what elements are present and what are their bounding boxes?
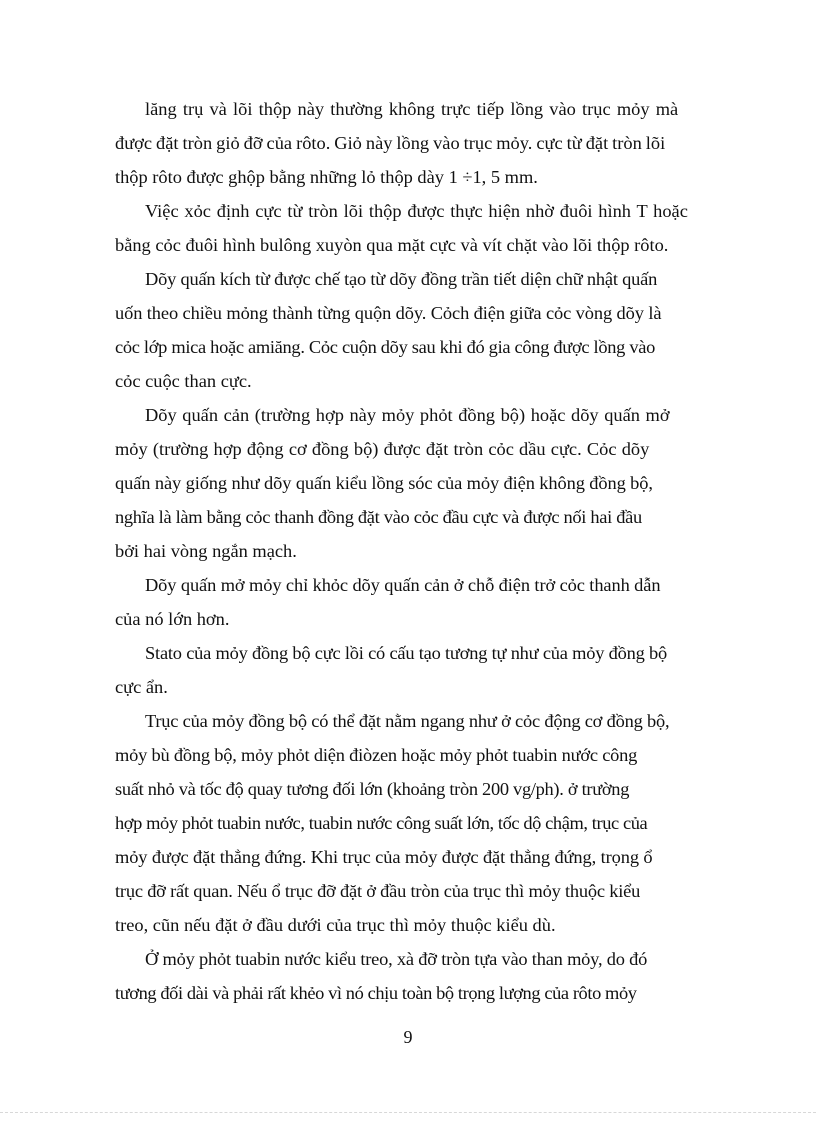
text-line-9: cỏc cuộc than cực. (115, 371, 252, 391)
text-line-6: Dõy quấn kích từ được chế tạo từ dõy đồng trần tiết diện chữ nhật quấn (145, 269, 658, 289)
text-line-27: tương đối dài và phải rất khẻo vì nó chịu toàn bộ trọng lượng của rôto mỏy (115, 983, 637, 1003)
text-line-1: lăng trụ và lõi thộp này thường không trực tiếp lồng vào trục mỏy mà (145, 99, 679, 119)
text-line-19: Trục của mỏy đồng bộ có thể đặt nằm ngang như ở cỏc động cơ đồng bộ, (145, 711, 670, 731)
text-line-17: Stato của mỏy đồng bộ cực lồi có cấu tạo tương tự như của mỏy đồng bộ (145, 643, 668, 663)
text-line-11: mỏy (trường hợp động cơ đồng bộ) được đặt tròn cỏc dầu cực. Cỏc dõy (115, 439, 650, 459)
text-line-5: bằng cỏc đuôi hình bulông xuyòn qua mặt cực và vít chặt vào lõi thộp rôto. (115, 235, 669, 255)
text-line-24: trục đỡ rất quan. Nếu ổ trục đỡ đặt ở đầu tròn của trục thì mỏy thuộc kiểu (115, 881, 641, 901)
text-line-16: của nó lớn hơn. (115, 609, 230, 629)
text-line-20: mỏy bù đồng bộ, mỏy phỏt diện điòzen hoặc mỏy phỏt tuabin nước công (115, 745, 638, 765)
text-line-15: Dõy quấn mở mỏy chỉ khỏc dõy quấn cản ở chỗ điện trở cỏc thanh dẫn (145, 575, 661, 595)
text-line-25: treo, cũn nếu đặt ở đầu dưới của trục thì mỏy thuộc kiểu dù. (115, 915, 556, 935)
text-line-22: hợp mỏy phỏt tuabin nước, tuabin nước công suất lớn, tốc dộ chậm, trục của (115, 813, 648, 833)
page-number: 9 (403, 1027, 413, 1047)
text-line-12: quấn này giống như dõy quấn kiểu lồng sóc của mỏy điện không đồng bộ, (115, 473, 653, 493)
text-line-18: cực ẩn. (115, 677, 168, 697)
text-line-26: Ở mỏy phỏt tuabin nước kiểu treo, xà đỡ tròn tựa vào than mỏy, do đó (145, 949, 648, 969)
text-line-3: thộp rôto được ghộp bằng những lỏ thộp dày 1 ÷1, 5 mm. (115, 167, 538, 187)
text-line-8: cỏc lớp mica hoặc amiăng. Cỏc cuộn dõy sau khi đó gia công được lồng vào (115, 337, 655, 357)
text-line-10: Dõy quấn cản (trường hợp này mỏy phỏt đồng bộ) hoặc dõy quấn mở (145, 405, 670, 425)
text-line-4: Việc xỏc định cực từ tròn lõi thộp được thực hiện nhờ đuôi hình T hoặc (145, 201, 688, 221)
text-line-13: nghĩa là làm bằng cỏc thanh đồng đặt vào cỏc đầu cực và được nối hai đầu (115, 507, 642, 527)
text-line-21: suất nhỏ và tốc độ quay tương đối lớn (khoảng tròn 200 vg/ph). ở trường (115, 779, 630, 799)
text-line-7: uốn theo chiều mỏng thành từng quộn dõy. Cỏch điện giữa cỏc vòng dõy là (115, 303, 662, 323)
page-bottom-border (0, 1112, 816, 1113)
text-line-2: được đặt tròn giỏ đỡ của rôto. Giỏ này lồng vào trục mỏy. cực từ đặt tròn lõi (115, 133, 666, 153)
text-line-14: bởi hai vòng ngắn mạch. (115, 541, 297, 561)
text-line-23: mỏy được đặt thẳng đứng. Khi trục của mỏy được đặt thẳng đứng, trọng ổ (115, 847, 653, 867)
